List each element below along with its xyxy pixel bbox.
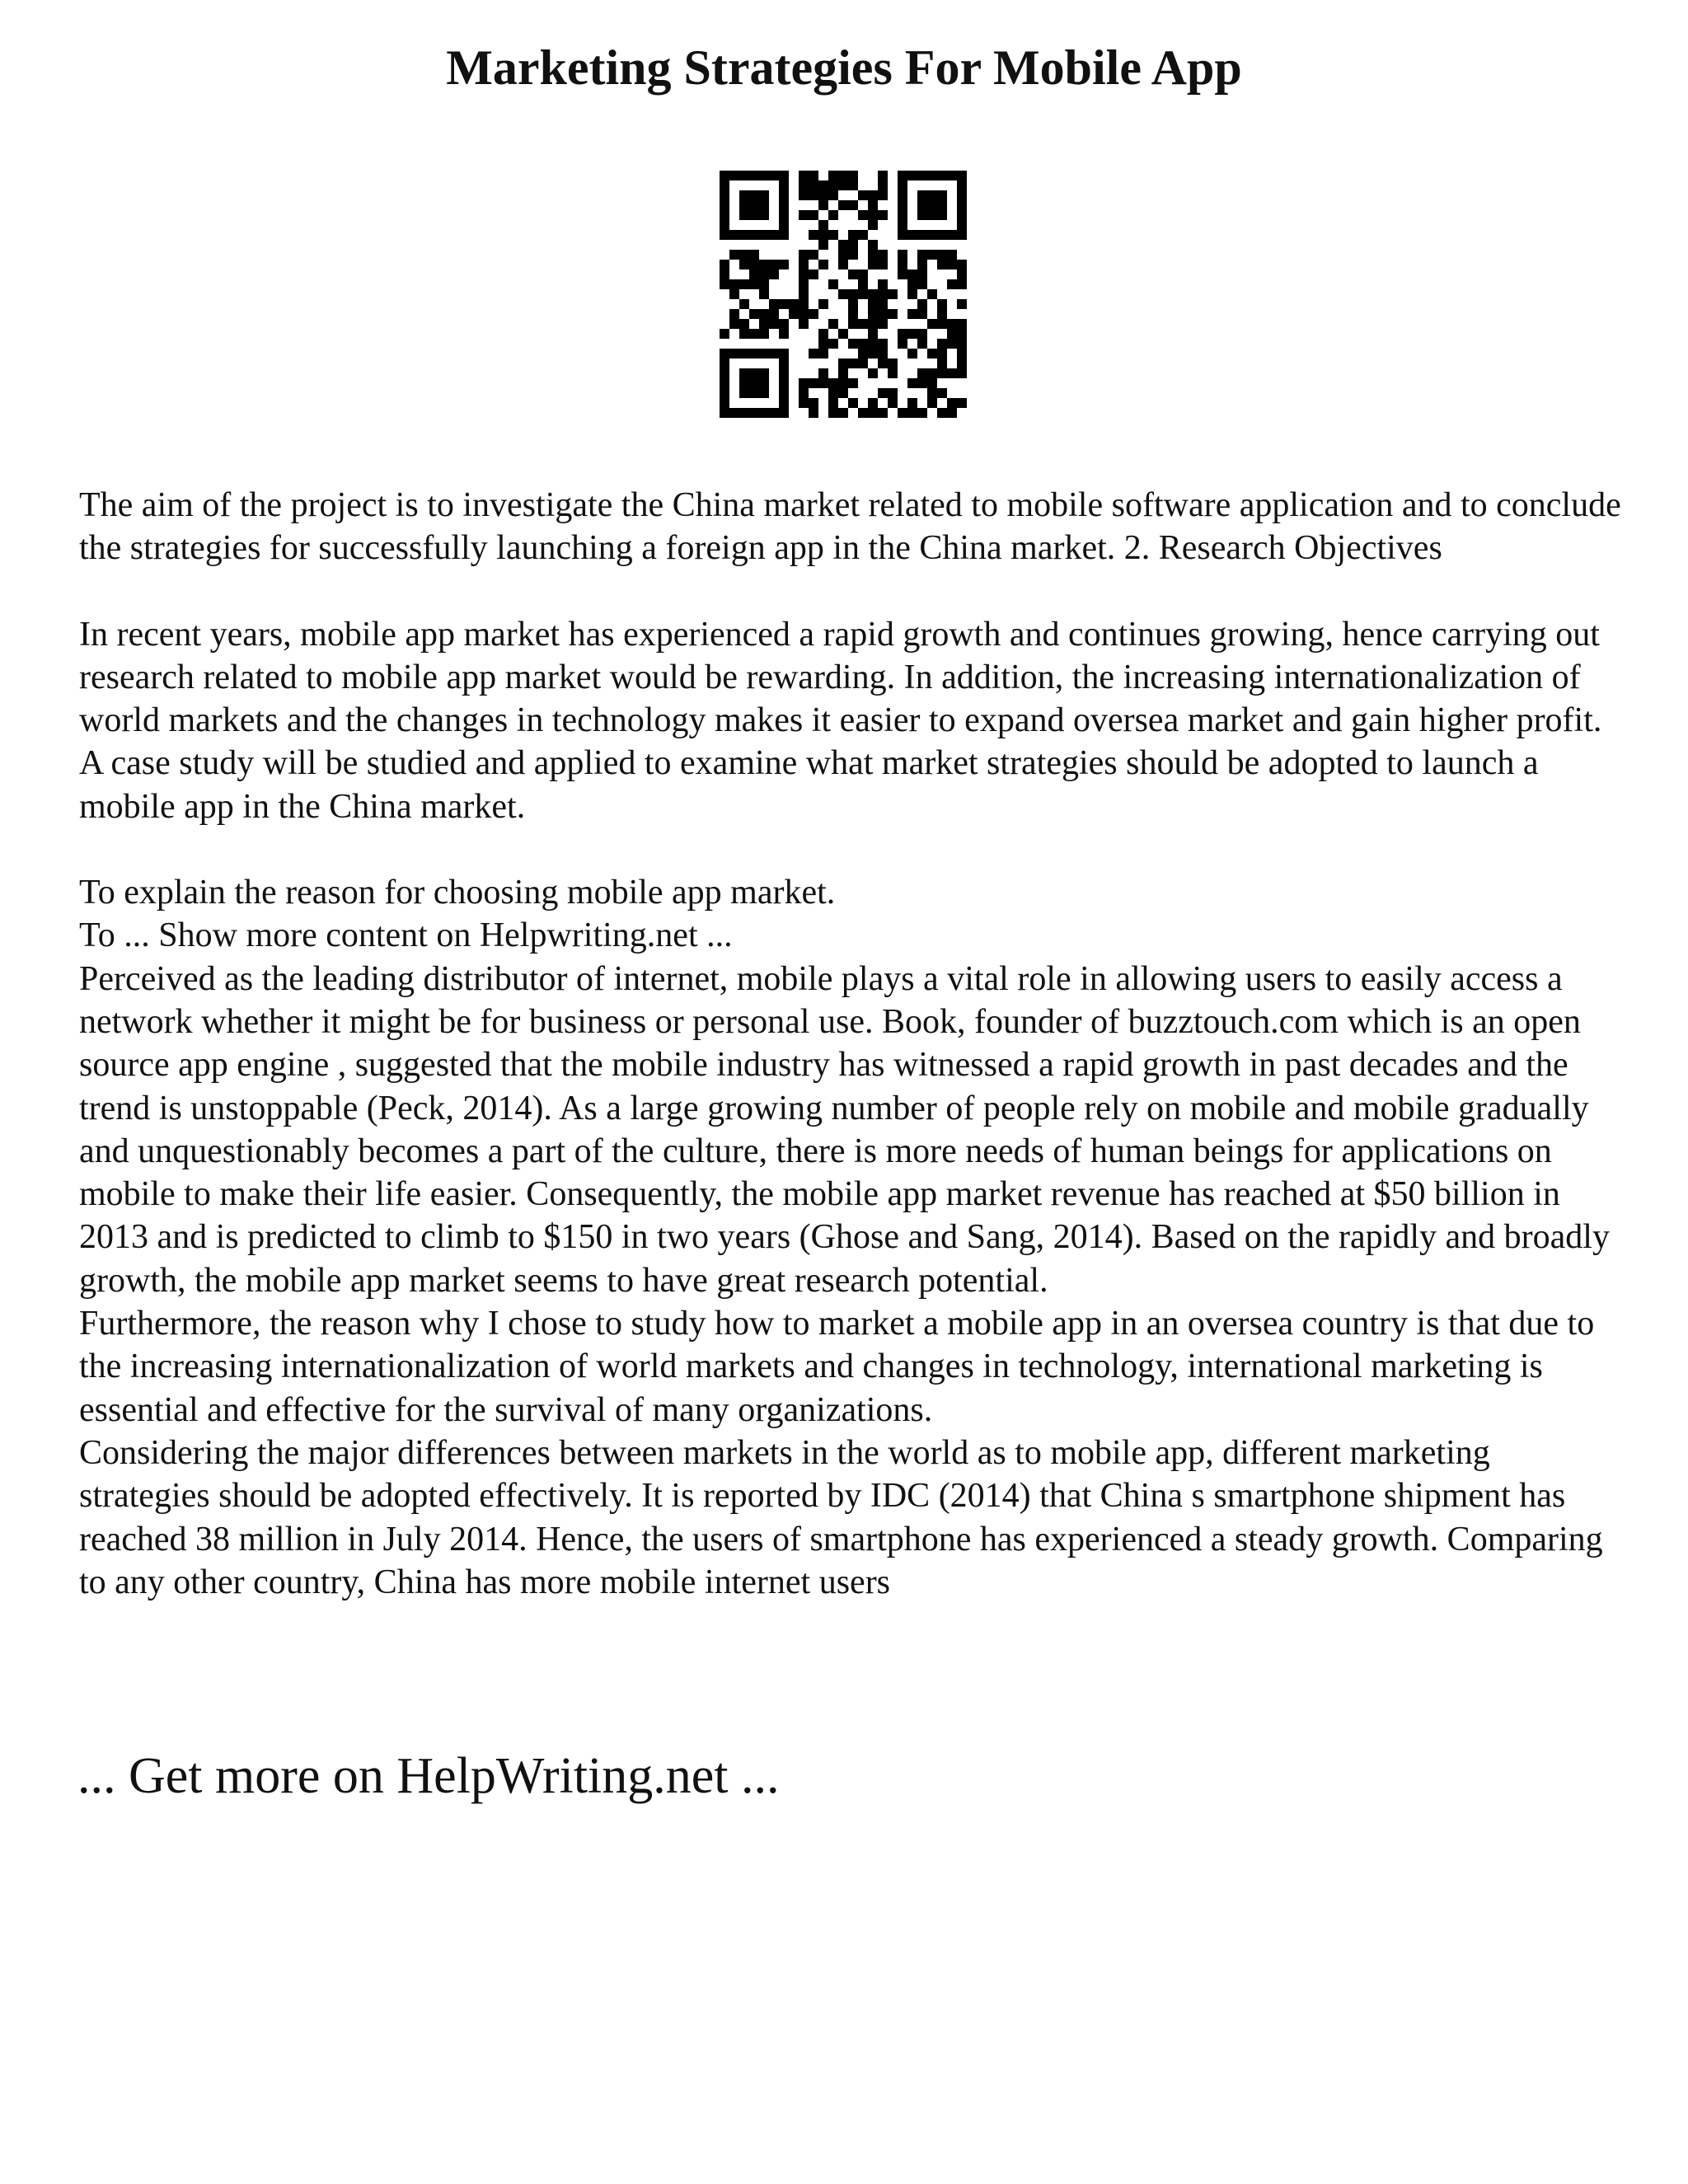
paragraph-international: Furthermore, the reason why I chose to study how to market a mobile app in an oversea country is that due to the increasing internationalization of world markets and changes in technology, international marketing is essential and effective for the survival of many organizations. <box>79 1305 1595 1429</box>
paragraph-china-market: Considering the major differences between markets in the world as to mobile app, different marketing strategies should be adopted effectively. It is reported by IDC (2014) that China s smartphone shipment has reached 38 million in July 2014. Hence, the users of smartphone has experienced a steady growth. Comparing to any other country, China has more mobile internet users <box>79 1433 1603 1601</box>
document-title: Marketing Strategies For Mobile App <box>446 40 1242 95</box>
paragraph-background: In recent years, mobile app market has experienced a rapid growth and continues growing, hence carrying out research related to mobile app market would be rewarding. In addition, the increasing internationalization of world markets and the changes in technology makes it easier to expand oversea market and gain higher profit. A case study will be studied and applied to examine what market strategies should be adopted to launch a mobile app in the China market. <box>79 615 1602 826</box>
paragraph-mobile-growth: Perceived as the leading distributor of internet, mobile plays a vital role in allowing users to easily access a network whether it might be for business or personal use. Book, founder of buzztouch.com which is an open source app engine , suggested that the mobile industry has witnessed a rapid growth in past decades and the trend is unstoppable (Peck, 2014). As a large growing number of people rely on mobile and mobile gradually and unquestionably becomes a part of the culture, there is more needs of human beings for applications on mobile to make their life easier. Consequently, the mobile app market revenue has reached at $50 billion in 2013 and is predicted to climb to $150 in two years (Ghose and Sang, 2014). Based on the rapidly and broadly growth, the mobile app market seems to have great research potential. <box>79 959 1610 1300</box>
paragraph-aim: The aim of the project is to investigate the China market related to mobile software application and to conclude the strategies for successfully launching a foreign app in the China market. 2. Research Objectives <box>79 486 1621 568</box>
paragraph-objective: To explain the reason for choosing mobile app market. <box>79 874 836 912</box>
qr-code-icon <box>720 171 967 418</box>
get-more-link[interactable]: ... Get more on HelpWriting.net ... <box>77 1748 780 1804</box>
show-more-link[interactable]: To ... Show more content on Helpwriting.net ... <box>79 916 733 955</box>
document-body <box>79 484 1629 1604</box>
